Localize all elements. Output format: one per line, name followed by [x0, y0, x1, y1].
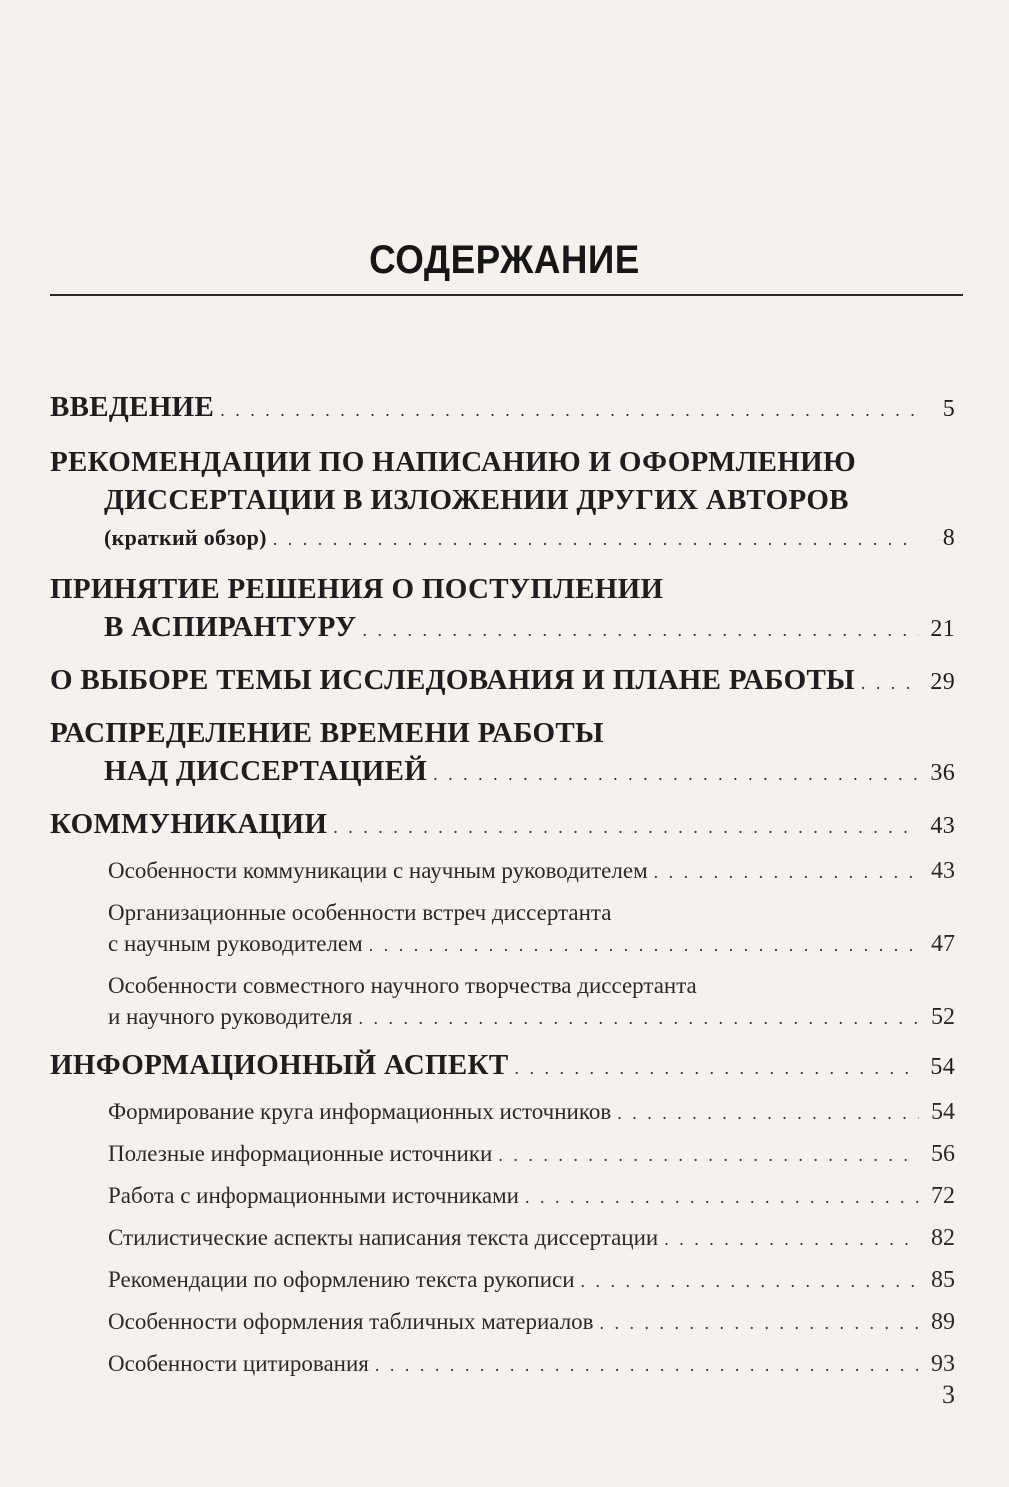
dot-leader	[600, 1308, 919, 1339]
toc-line	[108, 1001, 955, 1034]
toc-page-number: 43	[930, 813, 955, 839]
toc-page-number: 36	[930, 760, 955, 786]
toc-section	[50, 1264, 955, 1297]
toc-line	[108, 1180, 955, 1213]
toc-entry-title: Особенности совместного научного творчества диссертанта	[108, 973, 697, 998]
toc-entry-title: ИНФОРМАЦИОННЫЙ АСПЕКТ	[50, 1049, 509, 1081]
toc-entry-title: Стилистические аспекты написания текста диссертации	[108, 1225, 659, 1250]
toc-entry-title: КОММУНИКАЦИИ	[50, 808, 328, 840]
toc-line	[50, 519, 955, 558]
toc-page-number: 54	[930, 1054, 955, 1080]
toc-entry-title: НАД ДИССЕРТАЦИЕЙ	[104, 755, 428, 787]
toc-chapter	[50, 570, 955, 649]
toc-entry-title: В АСПИРАНТУРУ	[104, 611, 357, 643]
toc-page-number: 43	[931, 858, 955, 884]
toc-section	[50, 897, 955, 961]
toc-page-number: 85	[931, 1267, 955, 1293]
toc-chapter	[50, 388, 955, 429]
toc-line	[108, 1138, 955, 1171]
toc-section	[50, 1138, 955, 1171]
toc-entry-title: и научного руководителя	[108, 1004, 353, 1029]
toc-page-number: 5	[942, 396, 955, 422]
toc-section	[50, 1096, 955, 1129]
toc-section	[50, 1180, 955, 1213]
toc-entry-title: РАСПРЕДЕЛЕНИЕ ВРЕМЕНИ РАБОТЫ	[50, 717, 604, 749]
toc-line	[108, 1264, 955, 1297]
toc-section	[50, 1306, 955, 1339]
dot-leader	[433, 755, 919, 793]
toc-chapter	[50, 714, 955, 793]
page-number: 3	[942, 1380, 955, 1409]
dot-leader	[362, 611, 919, 649]
toc-entry-title: Рекомендации по оформлению текста рукописи	[108, 1267, 575, 1292]
toc-entry-title: ПРИНЯТИЕ РЕШЕНИЯ О ПОСТУПЛЕНИИ	[50, 573, 664, 605]
toc-line	[50, 661, 955, 702]
toc-page-number: 21	[930, 616, 955, 642]
dot-leader	[358, 1003, 919, 1034]
toc-line	[50, 608, 955, 649]
toc-entry-title: Особенности оформления табличных материалов	[108, 1309, 594, 1334]
toc-page-number: 47	[931, 931, 955, 957]
toc-page-number: 89	[931, 1309, 955, 1335]
toc-entry-title: РЕКОМЕНДАЦИИ ПО НАПИСАНИЮ И ОФОРМЛЕНИЮ	[50, 446, 856, 478]
toc-line	[50, 714, 955, 752]
toc-section	[50, 855, 955, 888]
toc-line	[108, 1222, 955, 1255]
toc-chapter	[50, 805, 955, 846]
toc-entry-title: ВВЕДЕНИЕ	[50, 391, 215, 423]
dot-leader	[273, 520, 919, 558]
title-rule	[50, 294, 963, 296]
dot-leader	[220, 391, 919, 429]
toc-chapter	[50, 443, 955, 558]
toc-entry-title: ДИССЕРТАЦИИ В ИЗЛОЖЕНИИ ДРУГИХ АВТОРОВ	[104, 484, 849, 516]
dot-leader	[369, 930, 919, 961]
toc-entry-title: Формирование круга информационных источников	[108, 1099, 612, 1124]
toc-page-number: 54	[931, 1099, 955, 1125]
dot-leader	[515, 1049, 920, 1087]
toc-line	[50, 570, 955, 608]
dot-leader	[581, 1266, 919, 1297]
toc-entry-title: Работа с информационными источниками	[108, 1183, 519, 1208]
toc-page-number: 8	[942, 525, 955, 551]
toc-line	[50, 443, 955, 481]
toc-line	[108, 1306, 955, 1339]
toc-line	[50, 481, 955, 519]
dot-leader	[375, 1350, 919, 1381]
toc-line	[50, 1046, 955, 1087]
toc-chapter	[50, 1046, 955, 1087]
toc-entry-title: Особенности цитирования	[108, 1351, 369, 1376]
dot-leader	[617, 1098, 919, 1129]
toc-line	[108, 1096, 955, 1129]
toc-line	[50, 388, 955, 429]
toc-line	[108, 897, 955, 928]
toc-page-number: 82	[931, 1225, 955, 1251]
toc-entry-title: с научным руководителем	[108, 931, 363, 956]
toc-entry-title: Особенности коммуникации с научным руководителем	[108, 858, 648, 883]
toc-chapter	[50, 661, 955, 702]
dot-leader	[654, 857, 919, 888]
page-title: СОДЕРЖАНИЕ	[369, 238, 640, 282]
dot-leader	[861, 664, 919, 702]
toc-line	[108, 855, 955, 888]
toc-line	[50, 752, 955, 793]
table-of-contents	[50, 378, 955, 1381]
toc-entry-title: Полезные информационные источники	[108, 1141, 493, 1166]
toc-page-number: 72	[931, 1183, 955, 1209]
toc-entry-title: (краткий обзор)	[104, 525, 267, 550]
dot-leader	[664, 1224, 919, 1255]
toc-section	[50, 970, 955, 1034]
toc-page-number: 56	[931, 1141, 955, 1167]
toc-page-number: 29	[930, 669, 955, 695]
toc-page-number: 93	[931, 1351, 955, 1377]
toc-line	[108, 1348, 955, 1381]
toc-page-number: 52	[931, 1004, 955, 1030]
toc-line	[108, 970, 955, 1001]
dot-leader	[498, 1140, 919, 1171]
toc-line	[50, 805, 955, 846]
toc-section	[50, 1348, 955, 1381]
dot-leader	[525, 1182, 919, 1213]
toc-section	[50, 1222, 955, 1255]
dot-leader	[333, 808, 919, 846]
toc-entry-title: О ВЫБОРЕ ТЕМЫ ИССЛЕДОВАНИЯ И ПЛАНЕ РАБОТЫ	[50, 664, 855, 696]
toc-line	[108, 928, 955, 961]
toc-entry-title: Организационные особенности встреч диссертанта	[108, 900, 612, 925]
